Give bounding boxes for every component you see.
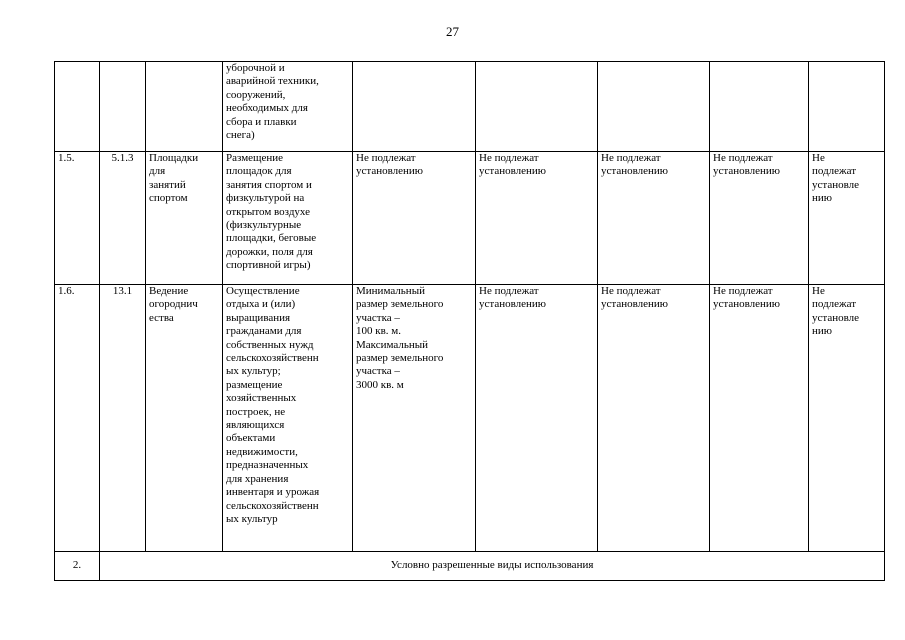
cell-param	[476, 62, 598, 152]
cell-param	[710, 62, 809, 152]
cell-code: 5.1.3	[100, 152, 146, 285]
table-row	[55, 152, 885, 285]
table-row	[55, 285, 885, 552]
section-row	[55, 552, 885, 581]
table-row	[55, 62, 885, 152]
cell-plot-size: Не подлежат установлению	[353, 152, 476, 285]
cell-param: Не подлежат установлению	[598, 285, 710, 552]
cell-param: Не подлежат установлению	[598, 152, 710, 285]
cell-code: 13.1	[100, 285, 146, 552]
cell-param: Не подлежат установле нию	[809, 285, 885, 552]
cell-param: Не подлежат установлению	[710, 152, 809, 285]
section-title: Условно разрешенные виды использования	[100, 552, 885, 581]
cell-param: Не подлежат установлению	[476, 152, 598, 285]
section-number: 2.	[55, 552, 100, 581]
cell-num: 1.5.	[55, 152, 100, 285]
cell-num	[55, 62, 100, 152]
cell-plot-size	[353, 62, 476, 152]
cell-param: Не подлежат установлению	[710, 285, 809, 552]
page-number: 27	[446, 24, 459, 39]
cell-num: 1.6.	[55, 285, 100, 552]
cell-param	[809, 62, 885, 152]
cell-description: уборочной и аварийной техники, сооружений, необходимых для сбора и плавки снега)	[223, 62, 353, 152]
cell-param	[598, 62, 710, 152]
cell-description: Размещение площадок для занятия спортом и физкультурой на открытом воздухе (физкультурные площадки, беговые дорожки, поля для спортивной игры)	[223, 152, 353, 285]
cell-description: Осуществление отдыха и (или) выращивания гражданами для собственных нужд сельскохозяйственн ых культур; размещение хозяйственных построек, не являющихся объектами недвижимости, предназначенных для хранения инвентаря и урожая сельскохозяйственн ых культур	[223, 285, 353, 552]
regulations-table	[54, 61, 885, 581]
cell-name	[146, 62, 223, 152]
cell-param: Не подлежат установле нию	[809, 152, 885, 285]
cell-param: Не подлежат установлению	[476, 285, 598, 552]
cell-plot-size: Минимальный размер земельного участка – 100 кв. м. Максимальный размер земельного участка – 3000 кв. м	[353, 285, 476, 552]
cell-name: Площадки для занятий спортом	[146, 152, 223, 285]
cell-code	[100, 62, 146, 152]
cell-name: Ведение огороднич ества	[146, 285, 223, 552]
